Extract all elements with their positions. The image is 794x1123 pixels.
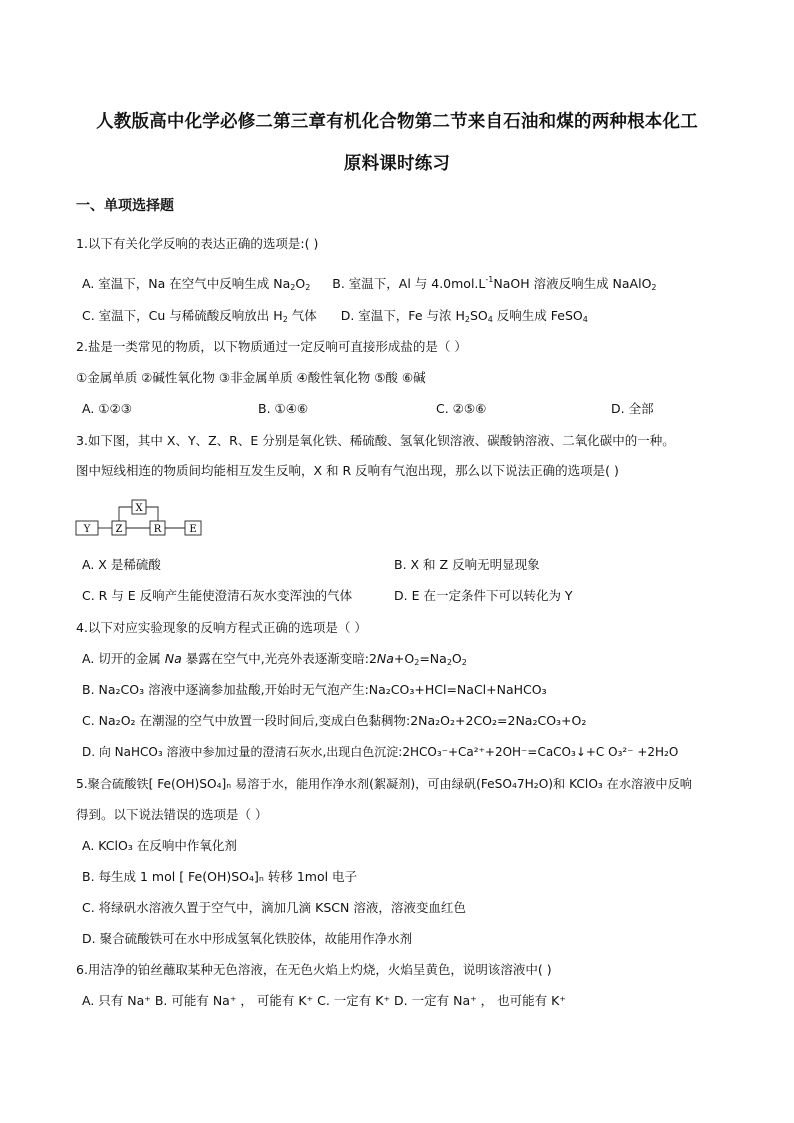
q5-stem-line-1: 5.聚合硫酸铁[ Fe(OH)SO₄]ₙ 易溶于水，能用作净水剂(絮凝剂)，可由绿矾(FeSO₄7H₂O)和 KClO₃ 在水溶液中反响 <box>76 777 692 791</box>
diagram-box-x <box>132 500 146 514</box>
q4-option-d: D. 向 NaHCO₃ 溶液中参加过量的澄清石灰水,出现白色沉淀:2HCO₃⁻+Ca²⁺+2OH⁻=CaCO₃↓+C O₃²⁻ +2H₂O <box>82 745 679 759</box>
q1-option-b: B. 室温下，Al 与 $4.0mol.L^{-1}NaOH$ 溶液反响生成 NaAlO$_2$ <box>332 275 657 292</box>
q4-option-c: C. Na₂O₂ 在潮湿的空气中放置一段时间后,变成白色黏稠物:2Na₂O₂+2CO₂=2Na₂CO₃+O₂ <box>82 713 587 728</box>
q4-option-a: A. 切开的金属 Na 暴露在空气中,光亮外表逐渐变暗$:2Na+O_2=Na_2O_2$ <box>82 651 467 667</box>
q2-option-c: C. ②⑤⑥ <box>436 401 487 416</box>
q5-option-d: D. 聚合硫酸铁可在水中形成氢氧化铁胶体，故能用作净水剂 <box>82 931 413 946</box>
diagram-box-z <box>112 521 126 535</box>
svg-text:X: X <box>135 503 143 514</box>
section-heading: 一、单项选择题 <box>76 198 174 214</box>
svg-text:R: R <box>153 524 162 535</box>
q2-items: ①金属单质 ②碱性氧化物 ③非金属单质 ④酸性氧化物 ⑤酸 ⑥碱 <box>76 370 426 385</box>
diagram-box-e <box>185 521 201 535</box>
q3-option-b: B. X 和 Z 反响无明显现象 <box>394 557 540 572</box>
q2-option-a: A. ①②③ <box>82 401 132 416</box>
q5-option-c: C. 将绿矾水溶液久置于空气中，滴加几滴 KSCN 溶液，溶液变血红色 <box>82 900 466 915</box>
q2-stem: 2.盐是一类常见的物质，以下物质通过一定反响可直接形成盐的是（ ） <box>76 339 467 354</box>
q2-option-b: B. ①④⑥ <box>258 401 309 416</box>
q3-option-c: C. R 与 E 反响产生能使澄清石灰水变浑浊的气体 <box>82 588 353 603</box>
svg-text:Y: Y <box>83 524 91 535</box>
q5-option-a: A. KClO₃ 在反响中作氧化剂 <box>82 838 237 853</box>
q4-option-b: B. Na₂CO₃ 溶液中逐滴参加盐酸,开始时无气泡产生:Na₂CO₃+HCl=NaCl+NaHCO₃ <box>82 682 547 697</box>
q3-stem-line-1: 3.如下图，其中 X、Y、Z、R、E 分别是氧化铁、稀硫酸、氢氧化钡溶液、碳酸钠溶液、二氧化碳中的一种。 <box>76 433 675 448</box>
diagram-box-r <box>150 521 165 535</box>
q6-stem: 6.用洁净的铂丝蘸取某种无色溶液，在无色火焰上灼烧，火焰呈黄色，说明该溶液中( ) <box>76 962 552 977</box>
document-title-line-2: 原料课时练习 <box>343 154 451 174</box>
q1-options-row-1 <box>82 272 657 296</box>
q2-option-d: D. 全部 <box>611 401 654 416</box>
q1-option-d: D. 室温下，Fe 与浓 $H_2SO_4$ 反响生成 FeSO$_4$ <box>340 308 588 324</box>
q3-reaction-diagram <box>74 496 214 540</box>
q3-option-a: A. X 是稀硫酸 <box>82 557 161 572</box>
q4-stem: 4.以下对应实验现象的反响方程式正确的选项是（ ） <box>76 620 367 635</box>
document-title-line-1: 人教版高中化学必修二第三章有机化合物第二节来自石油和煤的两种根本化工 <box>96 112 698 132</box>
q1-stem: 1.以下有关化学反响的表达正确的选项是:( ) <box>76 236 319 251</box>
q5-stem-line-2: 得到。以下说法错误的选项是（ ） <box>76 807 268 822</box>
svg-text:Z: Z <box>115 524 123 535</box>
q3-option-d: D. E 在一定条件下可以转化为 Y <box>394 588 573 603</box>
q1-options-row-2 <box>82 308 588 328</box>
svg-text:E: E <box>189 524 197 535</box>
q3-stem-line-2: 图中短线相连的物质间均能相互发生反响，X 和 R 反响有气泡出现，那么以下说法正确的选项是( ) <box>76 463 619 478</box>
q1-option-c: C. 室温下，Cu 与稀硫酸反响放出 $H_2$ 气体 <box>82 308 317 324</box>
q1-option-a: A. 室温下，Na 在空气中反响生成 $Na_2O_2$ <box>82 276 311 292</box>
q6-options: A. 只有 Na⁺ B. 可能有 Na⁺ ， 可能有 K⁺ C. 一定有 K⁺ D. 一定有 Na⁺ ， 也可能有 K⁺ <box>82 993 566 1008</box>
q5-option-b: B. 每生成 1 mol [ Fe(OH)SO₄]ₙ 转移 1mol 电子 <box>82 869 358 884</box>
diagram-box-y <box>76 521 98 535</box>
